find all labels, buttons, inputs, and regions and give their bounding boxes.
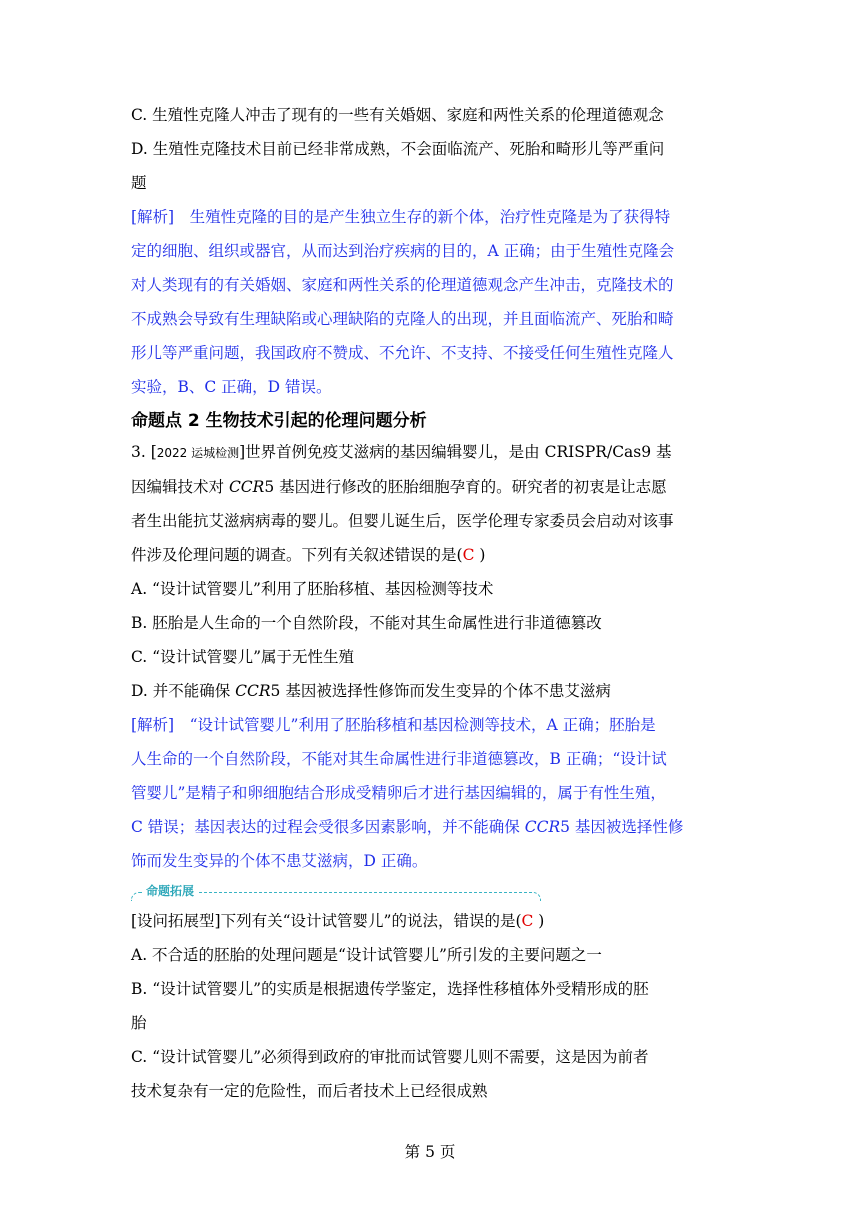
q3-source: 2022 运城检测 bbox=[156, 446, 240, 460]
analysis-line: 对人类现有的有关婚姻、家庭和两性关系的伦理道德观念产生冲击，克隆技术的 bbox=[131, 276, 674, 294]
expand-answer: C bbox=[521, 912, 534, 930]
q3-answer: C bbox=[462, 546, 475, 564]
q2-option-d-cont: 题 bbox=[131, 174, 147, 192]
q3-stem-text: ]世界首例免疫艾滋病的基因编辑婴儿，是由 CRISPR/Cas9 基 bbox=[239, 443, 672, 461]
expand-stem-text: [设问拓展型]下列有关“设计试管婴儿”的说法，错误的是( bbox=[131, 912, 522, 930]
expand-option-c: C. “设计试管婴儿”必须得到政府的审批而试管婴儿则不需要，这是因为前者 bbox=[131, 1048, 649, 1066]
analysis-line: [解析] 生殖性克隆的目的是产生独立生存的新个体，治疗性克隆是为了获得特 bbox=[131, 208, 671, 226]
q3-analysis bbox=[131, 708, 731, 878]
q3-option-d bbox=[131, 674, 731, 708]
q3-stem-line bbox=[131, 435, 731, 470]
document-body bbox=[131, 98, 731, 1108]
analysis-line: 定的细胞、组织或器官，从而达到治疗疾病的目的，A 正确；由于生殖性克隆会 bbox=[131, 242, 675, 260]
expand-option-b: B. “设计试管婴儿”的实质是根据遗传学鉴定，选择性移植体外受精形成的胚 bbox=[131, 980, 649, 998]
analysis-text: 基因被选择性修 bbox=[569, 818, 684, 836]
q2-analysis bbox=[131, 200, 731, 404]
gene-name: CCR bbox=[228, 478, 265, 496]
analysis-line: 实验，B、C 正确，D 错误。 bbox=[131, 378, 332, 396]
q3-stem-line bbox=[131, 470, 731, 504]
gene-number: 5 bbox=[264, 478, 275, 496]
q3-number: 3. [ bbox=[131, 443, 157, 461]
expand-option-b-cont: 胎 bbox=[131, 1014, 147, 1032]
section-heading: 命题点 2 生物技术引起的伦理问题分析 bbox=[131, 411, 427, 431]
analysis-line: 形儿等严重问题，我国政府不赞成、不允许、不支持、不接受任何生殖性克隆人 bbox=[131, 344, 674, 362]
q3-option-b: B. 胚胎是人生命的一个自然阶段，不能对其生命属性进行非道德篡改 bbox=[131, 614, 602, 632]
option-text: D. 并不能确保 bbox=[131, 682, 236, 700]
q3-option-c: C. “设计试管婴儿”属于无性生殖 bbox=[131, 648, 355, 666]
analysis-line: 人生命的一个自然阶段，不能对其生命属性进行非道德篡改，B 正确；“设计试 bbox=[131, 750, 667, 768]
analysis-line bbox=[131, 810, 731, 844]
q3-stem-line: 者生出能抗艾滋病病毒的婴儿。但婴儿诞生后，医学伦理专家委员会启动对该事 bbox=[131, 512, 674, 530]
expand-stem bbox=[131, 904, 731, 938]
q3-option-a: A. “设计试管婴儿”利用了胚胎移植、基因检测等技术 bbox=[131, 580, 494, 598]
gene-number: 5 bbox=[560, 818, 570, 836]
option-text: 基因被选择性修饰而发生变异的个体不患艾滋病 bbox=[280, 682, 611, 700]
q2-option-d: D. 生殖性克隆技术目前已经非常成熟，不会面临流产、死胎和畸形儿等严重问 bbox=[131, 140, 665, 158]
analysis-text: C 错误；基因表达的过程会受很多因素影响，并不能确保 bbox=[131, 818, 525, 836]
gene-name: CCR bbox=[524, 818, 561, 836]
analysis-line: 饰而发生变异的个体不患艾滋病，D 正确。 bbox=[131, 852, 428, 870]
q3-stem-line bbox=[131, 538, 731, 572]
q2-option-c: C. 生殖性克隆人冲击了现有的一些有关婚姻、家庭和两性关系的伦理道德观念 bbox=[131, 106, 664, 124]
page-number: 第 5 页 bbox=[404, 1143, 456, 1161]
expand-banner bbox=[131, 882, 541, 904]
gene-name: CCR bbox=[235, 682, 271, 700]
expand-option-c-cont: 技术复杂有一定的危险性，而后者技术上已经很成熟 bbox=[131, 1082, 488, 1100]
gene-number: 5 bbox=[270, 682, 281, 700]
expand-tag: 命题拓展 bbox=[143, 882, 197, 899]
expand-option-a: A. 不合适的胚胎的处理问题是“设计试管婴儿”所引发的主要问题之一 bbox=[131, 946, 602, 964]
expand-close-paren: ) bbox=[533, 912, 545, 930]
analysis-line: 不成熟会导致有生理缺陷或心理缺陷的克隆人的出现，并且面临流产、死胎和畸 bbox=[131, 310, 674, 328]
analysis-line: 管婴儿”是精子和卵细胞结合形成受精卵后才进行基因编辑的，属于有性生殖， bbox=[131, 784, 666, 802]
analysis-line: [解析] “设计试管婴儿”利用了胚胎移植和基因检测等技术，A 正确；胚胎是 bbox=[131, 716, 656, 734]
q3-stem-text: 件涉及伦理问题的调查。下列有关叙述错误的是( bbox=[131, 546, 463, 564]
q3-close-paren: ) bbox=[474, 546, 486, 564]
q3-stem-text: 因编辑技术对 bbox=[131, 478, 229, 496]
q3-stem-text: 基因进行修改的胚胎细胞孕育的。研究者的初衷是让志愿 bbox=[274, 478, 667, 496]
